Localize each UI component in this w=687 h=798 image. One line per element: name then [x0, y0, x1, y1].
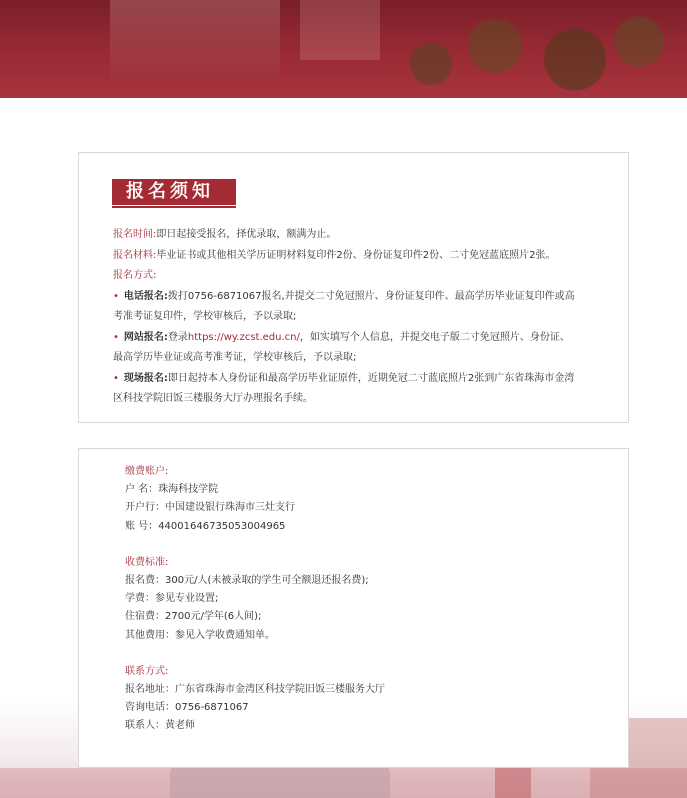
bullet-icon: • — [113, 331, 119, 343]
bullet-icon: • — [113, 372, 119, 384]
phone-registration: • 电话报名:拨打0756-6871067报名,并提交二寸免冠照片、身份证复印件、最高学历毕业证复印件或高 — [113, 290, 575, 302]
contact-phone: 咨询电话：0756-6871067 — [125, 702, 249, 714]
registration-materials: 报名材料:毕业证书或其他相关学历证明材料复印件2份、身份证复印件2份、二寸免冠蓝底照片2张。 — [113, 249, 556, 261]
notice-title: 报名须知 — [112, 179, 236, 205]
onsite-registration: • 现场报名:即日起持本人身份证和最高学历毕业证原件，近期免冠二寸蓝底照片2张到广东省珠海市金湾 — [113, 372, 575, 384]
account-number: 账 号：44001646735053004965 — [125, 520, 286, 532]
contact-person: 联系人：黄老师 — [125, 720, 195, 732]
fee-row: 其他费用：参见入学收费通知单。 — [125, 629, 275, 641]
contact-section — [125, 663, 605, 736]
fee-row: 住宿费：2700元/学年(6人间); — [125, 611, 262, 623]
fee-standard-section — [125, 554, 605, 645]
web-registration: • 网站报名:登录https://wy.zcst.edu.cn/，如实填写个人信息，并提交电子版二寸免冠照片、身份证、 — [113, 331, 570, 343]
phone-registration-cont: 考准考证复印件，学校审核后，予以录取; — [113, 311, 297, 322]
registration-method-heading: 报名方式: — [113, 270, 157, 281]
account-name: 户 名：珠海科技学院 — [125, 484, 219, 496]
section-title: 缴费账户: — [125, 466, 169, 477]
hero-banner — [0, 0, 687, 98]
payment-info-body — [125, 463, 605, 754]
notice-body — [113, 225, 613, 410]
building-row-image — [0, 768, 687, 798]
section-title: 收费标准: — [125, 556, 169, 568]
registration-notice-panel — [78, 152, 629, 423]
campus-building-image — [110, 0, 280, 80]
payment-account-section — [125, 463, 605, 536]
account-bank: 开户行：中国建设银行珠海市三灶支行 — [125, 502, 295, 514]
onsite-registration-cont: 区科技学院旧饭三楼服务大厅办理报名手续。 — [113, 393, 313, 404]
fee-row: 学费：参见专业设置; — [125, 593, 219, 605]
campus-trees-image — [367, 10, 687, 98]
section-title: 联系方式: — [125, 665, 169, 677]
registration-time: 报名时间:即日起接受报名，择优录取，额满为止。 — [113, 229, 337, 240]
web-registration-cont: 最高学历毕业证或高考准考证，学校审核后，予以录取; — [113, 352, 357, 363]
bullet-icon: • — [113, 290, 119, 302]
registration-site-link[interactable]: https://wy.zcst.edu.cn/ — [187, 331, 300, 343]
contact-address: 报名地址：广东省珠海市金湾区科技学院旧饭三楼服务大厅 — [125, 684, 385, 696]
payment-info-panel — [78, 448, 629, 768]
fee-row: 报名费：300元/人(未被录取的学生可全额退还报名费); — [125, 575, 369, 587]
